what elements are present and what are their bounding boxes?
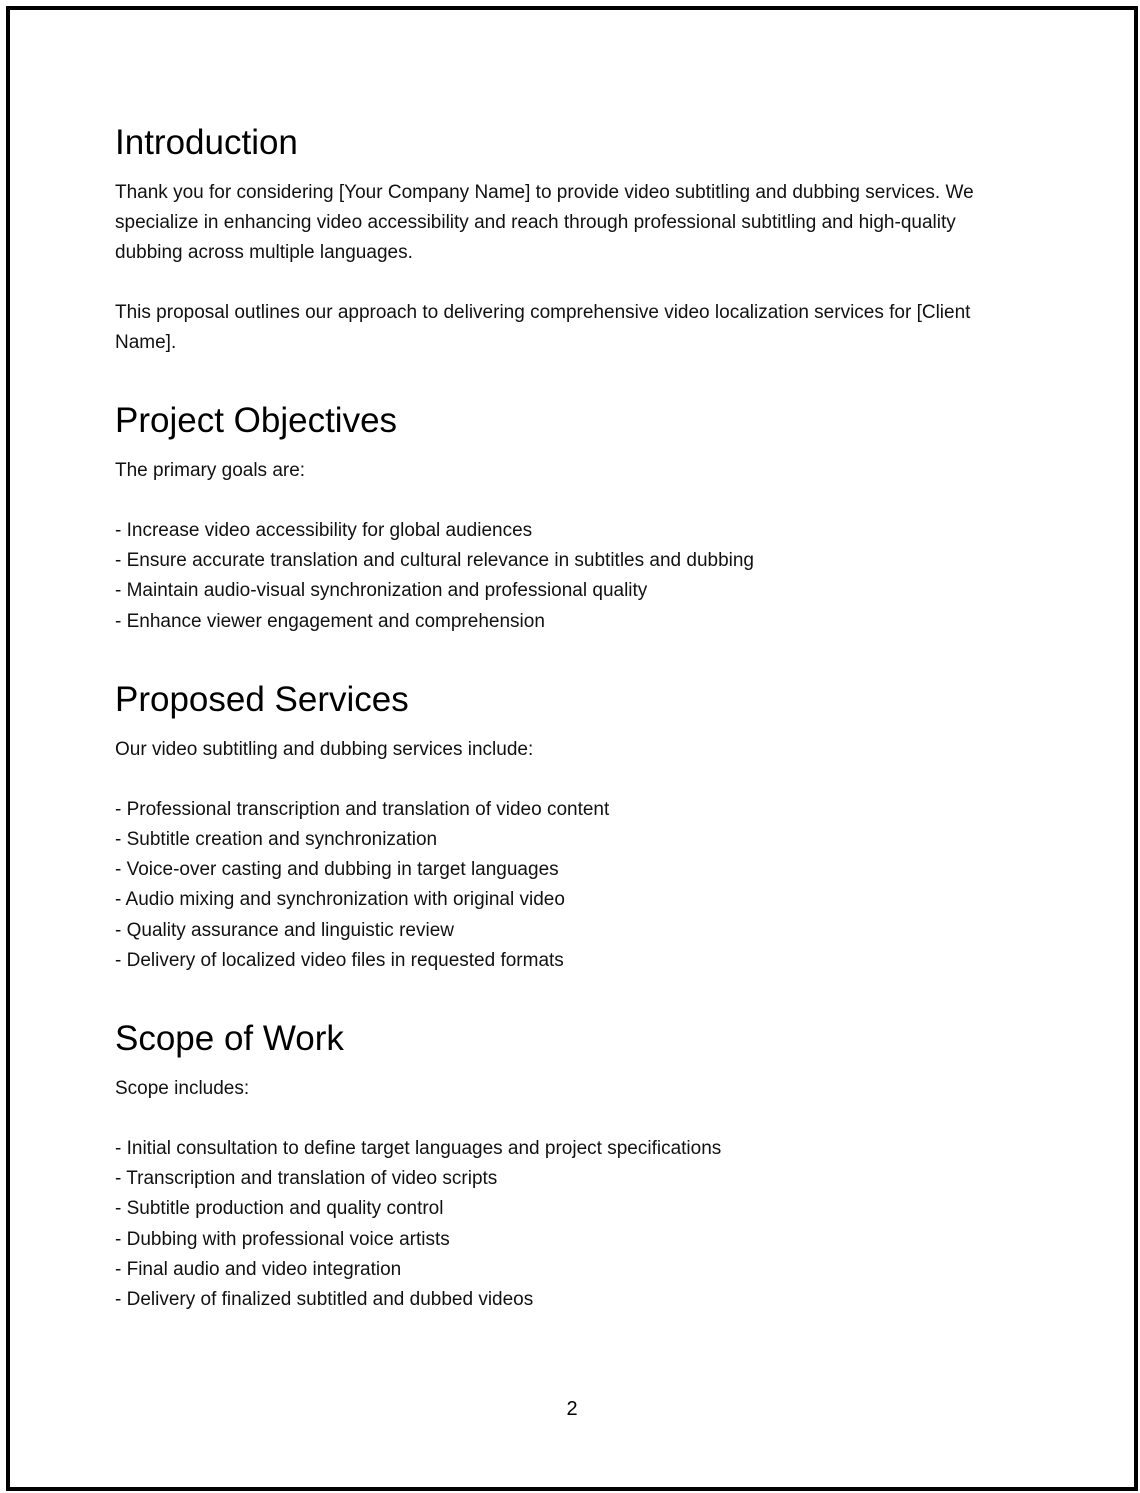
list-item: - Enhance viewer engagement and comprehension — [115, 610, 545, 632]
page-content — [115, 120, 1025, 1315]
section-spacer — [115, 976, 1025, 1016]
scope-intro: Scope includes: — [115, 1078, 250, 1100]
introduction-paragraph-1: Thank you for considering [Your Company Name] to provide video subtitling and dubbing services. We specialize in enhancing video accessibility and reach through professional subtitling and high-quality dubbing across multiple languages. — [115, 182, 974, 263]
introduction-section — [115, 120, 1025, 358]
paragraph-spacer — [115, 765, 1025, 795]
document-page — [6, 6, 1138, 1491]
paragraph-spacer — [115, 1104, 1025, 1134]
list-item: - Initial consultation to define target languages and project specifications — [115, 1138, 722, 1160]
list-item: - Maintain audio-visual synchronization and professional quality — [115, 580, 648, 602]
list-item: - Ensure accurate translation and cultural relevance in subtitles and dubbing — [115, 550, 754, 572]
objectives-list — [115, 516, 1025, 637]
list-item: - Transcription and translation of video scripts — [115, 1168, 498, 1190]
list-item: - Final audio and video integration — [115, 1258, 402, 1280]
list-item: - Dubbing with professional voice artists — [115, 1228, 450, 1250]
section-spacer — [115, 358, 1025, 398]
scope-heading: Scope of Work — [115, 1019, 344, 1059]
paragraph-spacer — [115, 268, 1025, 298]
services-heading: Proposed Services — [115, 679, 409, 719]
list-item: - Delivery of finalized subtitled and dubbed videos — [115, 1289, 534, 1311]
objectives-heading: Project Objectives — [115, 401, 398, 440]
section-spacer — [115, 637, 1025, 677]
list-item: - Subtitle creation and synchronization — [115, 829, 438, 851]
list-item: - Voice-over casting and dubbing in target languages — [115, 859, 559, 881]
scope-section — [115, 1016, 1025, 1315]
objectives-section — [115, 398, 1025, 637]
page-number: 2 — [566, 1398, 578, 1420]
list-item: - Professional transcription and translation of video content — [115, 798, 610, 820]
introduction-heading: Introduction — [115, 123, 298, 162]
services-section — [115, 677, 1025, 976]
list-item: - Quality assurance and linguistic review — [115, 919, 454, 941]
services-intro: Our video subtitling and dubbing services include: — [115, 738, 534, 760]
scope-list — [115, 1134, 1025, 1315]
list-item: - Subtitle production and quality control — [115, 1198, 444, 1220]
services-list — [115, 795, 1025, 976]
list-item: - Delivery of localized video files in requested formats — [115, 949, 564, 971]
paragraph-spacer — [115, 486, 1025, 516]
objectives-intro: The primary goals are: — [115, 460, 306, 481]
list-item: - Increase video accessibility for global audiences — [115, 520, 533, 541]
list-item: - Audio mixing and synchronization with original video — [115, 889, 565, 911]
introduction-paragraph-2: This proposal outlines our approach to delivering comprehensive video localization services for [Client Name]. — [115, 302, 971, 353]
